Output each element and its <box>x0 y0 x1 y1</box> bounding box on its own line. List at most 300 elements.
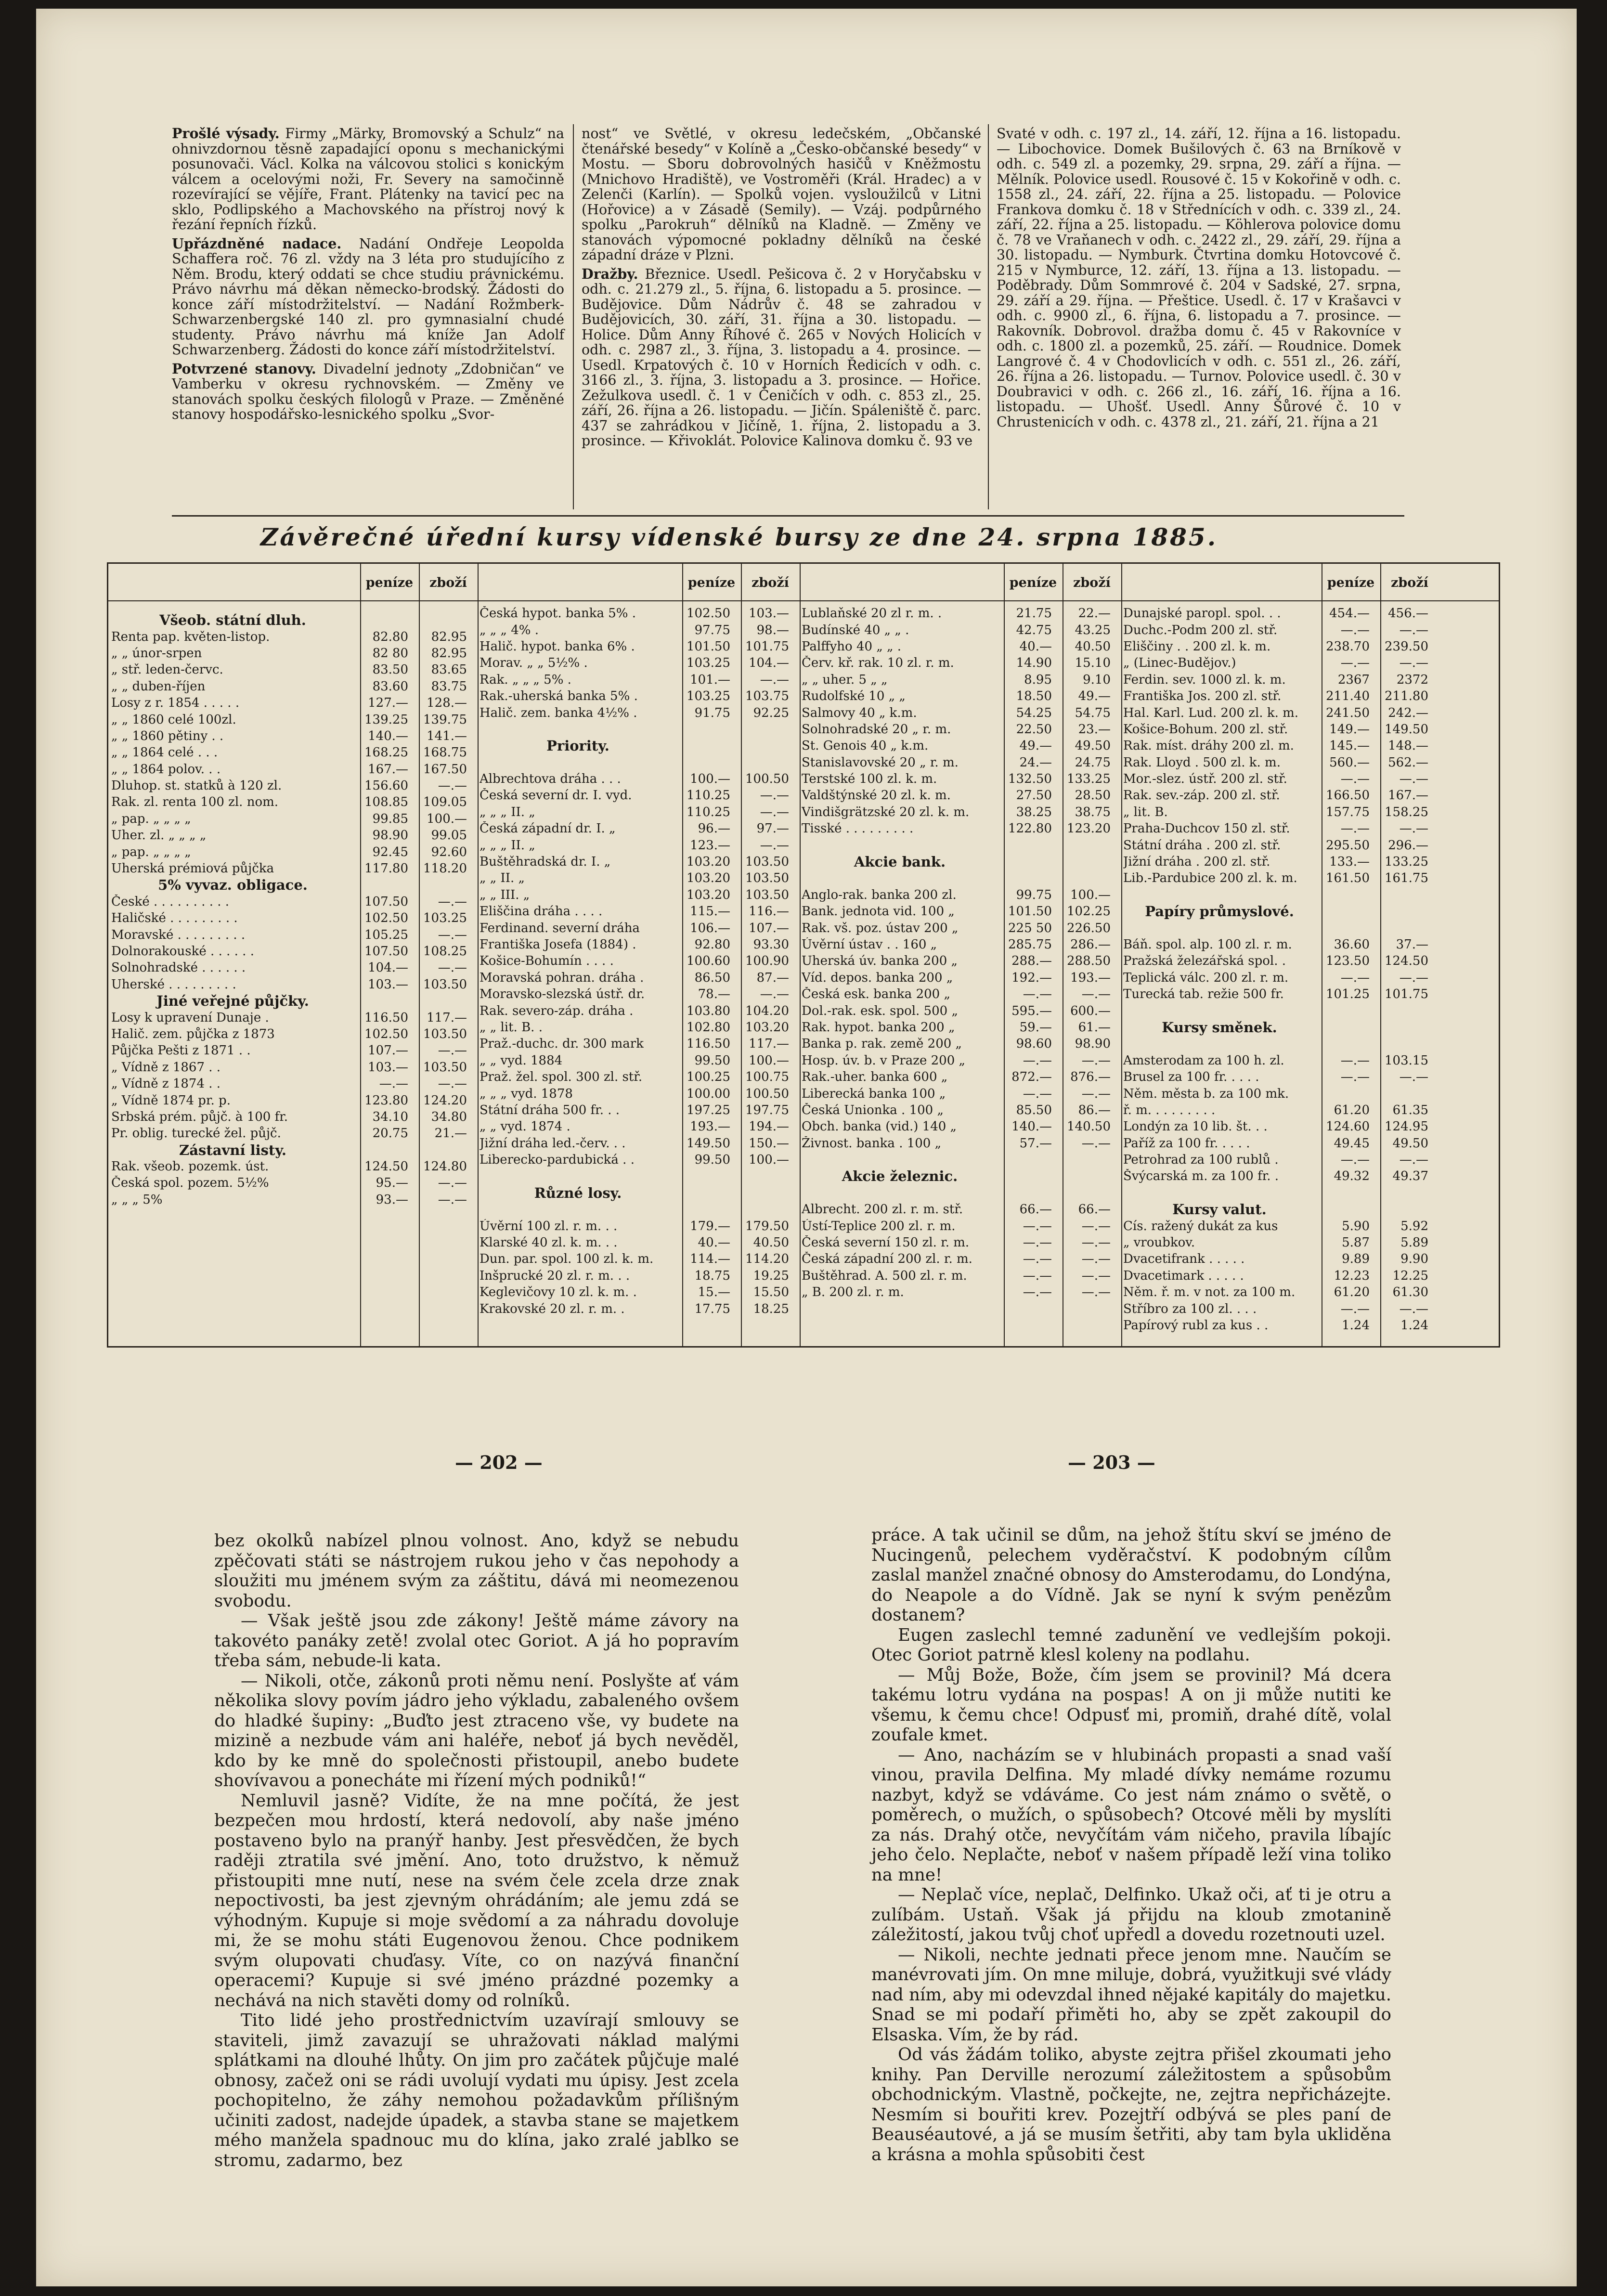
price-goods: 21.— <box>434 1126 467 1141</box>
price-money: 106.— <box>690 921 730 935</box>
notices-column-1 <box>172 126 564 426</box>
quote-row <box>802 936 1114 953</box>
security-name: Eliščina dráha . . . . <box>480 904 603 919</box>
price-goods: 123.20 <box>1067 821 1111 836</box>
security-name: Státní dráha . 200 zl. stř. <box>1123 838 1281 853</box>
price-goods: 101.75 <box>1385 987 1428 1002</box>
price-money: 12.23 <box>1334 1268 1370 1283</box>
price-money: 454.— <box>1329 606 1370 621</box>
price-money: 560.— <box>1329 755 1370 770</box>
price-goods: 49.50 <box>1075 739 1111 753</box>
quote-row <box>802 638 1114 655</box>
price-money: —.— <box>1023 1285 1052 1300</box>
price-goods: 103.75 <box>745 689 789 704</box>
quote-row <box>1123 1317 1431 1334</box>
price-goods: 193.— <box>1070 970 1111 985</box>
price-goods: 54.75 <box>1075 705 1111 720</box>
quote-row <box>111 926 470 943</box>
quote-row <box>111 811 470 827</box>
price-goods: —.— <box>438 1192 467 1207</box>
security-name: Rak. sev.-záp. 200 zl. stř. <box>1123 788 1280 803</box>
price-money: —.— <box>379 1077 408 1091</box>
price-goods: —.— <box>1081 1268 1111 1283</box>
quote-row <box>1123 1135 1431 1152</box>
security-name: Rak. všeob. pozemk. úst. <box>111 1159 269 1174</box>
security-name: Ferdin. sev. 1000 zl. k. m. <box>1123 672 1286 687</box>
price-goods: 103.50 <box>745 855 789 869</box>
price-money: 139.25 <box>364 712 408 727</box>
price-money: 132.50 <box>1008 772 1052 787</box>
quote-row <box>802 1052 1114 1069</box>
price-money: 14.90 <box>1016 656 1052 671</box>
security-name: Stříbro za 100 zl. . . . <box>1123 1301 1257 1316</box>
quote-row <box>480 688 792 704</box>
quote-row <box>802 903 1114 920</box>
price-goods: —.— <box>1081 1219 1111 1233</box>
price-money: 102.50 <box>364 911 408 926</box>
quote-row <box>802 672 1114 688</box>
price-money: 40.— <box>698 1235 730 1250</box>
quote-row <box>802 986 1114 1002</box>
price-goods: —.— <box>760 804 789 819</box>
quote-row <box>480 1251 792 1267</box>
price-money: 98.90 <box>372 828 408 843</box>
quote-row <box>1123 1218 1431 1234</box>
price-money: 157.75 <box>1326 804 1370 819</box>
security-name: Praha-Duchcov 150 zl. stř. <box>1123 821 1290 836</box>
quote-row <box>111 761 470 778</box>
security-name: Františka Josefa (1884) . <box>480 937 636 952</box>
price-money: 140.— <box>368 728 408 743</box>
price-goods: 43.25 <box>1075 623 1111 637</box>
price-money: 101.50 <box>1008 904 1052 919</box>
security-name: Košice-Bohum. 200 zl. stř. <box>1123 722 1288 737</box>
price-goods: 83.75 <box>431 679 467 694</box>
security-name: Palffyho 40 „ „ . <box>802 639 902 654</box>
quote-row <box>1123 1118 1431 1135</box>
security-name: Dolnorakouské . . . . . . <box>111 944 254 959</box>
security-name: Dluhop. st. statků à 120 zl. <box>111 778 282 793</box>
quote-row <box>111 1092 470 1108</box>
body-paragraph: — Však ještě jsou zde zákony! Ještě máme závory na takovéto panáky zetě! zvolal otec Goriot. A já ho popravím třeba sám, nebude-li kata. <box>214 1611 739 1671</box>
quote-row <box>111 960 470 976</box>
security-name: Buštěhradská dr. I. „ <box>480 855 611 869</box>
security-name: Banka p. rak. země 200 „ <box>802 1037 962 1051</box>
price-money: 103.— <box>368 977 408 992</box>
header-goods: zboží <box>1391 575 1428 590</box>
body-paragraph: Nemluvil jasně? Vidíte, že na mne počítá, že jest bezpečen mou hrdostí, která nedovolí, aby naše jméno postaveno bylo na pranýř hanby. Jest přesvědčen, že bych raději ztratila své jmění. Ano, toto družstvo, k němuž přistoupiti mne nutí, nese na svém čele zcela drze znak nepoctivosti, ba jest zjevným ohrádáním; ale jemu zdá se výhodným. Kupuje si moje svědomí a za náhradu dovoluje mi, že se mohu státi Eugenovou ženou. Chce podnikem svým olupovati chuďasy. Víte, co on nazývá finanční operacemi? Kupuje si své jméno prázdné pozemky a nechává na nich stavěti domy od rolníků. <box>214 1790 739 2011</box>
quote-row <box>802 1019 1114 1036</box>
price-goods: 124.80 <box>423 1159 467 1174</box>
price-money: 91.75 <box>694 705 730 720</box>
price-money: 225 50 <box>1008 921 1052 935</box>
price-goods: 5.89 <box>1400 1235 1428 1250</box>
security-name: Praž. žel. spol. 300 zl. stř. <box>480 1070 643 1085</box>
quote-row <box>1123 738 1431 754</box>
security-name: Státní dráha 500 fr. . . <box>480 1103 620 1117</box>
body-paragraph: — Nikoli, otče, zákonů proti němu není. Poslyšte ať vám několika slovy povím jádro jeho výkladu, zabaleného ovšem do hladké šupiny: „Buďto jest ztraceno vše, vy budete na mizině a nezbude vám ani haléře, neboť já bych nevěděl, kdo by ke mně do společnosti přistoupil, anebo budete shovívavou a ponecháte mi řízení mých podniků!“ <box>214 1671 739 1790</box>
price-money: 99.50 <box>694 1053 730 1068</box>
security-name: Halič. zem. banka 4⅟₂% . <box>480 705 637 720</box>
header-money: peníze <box>1327 575 1375 590</box>
quote-row <box>111 678 470 695</box>
price-goods: 150.— <box>749 1136 789 1151</box>
quote-row <box>1123 1284 1431 1300</box>
price-goods: 562.— <box>1388 755 1428 770</box>
price-money: —.— <box>1023 1268 1052 1283</box>
security-name: Františka Jos. 200 zl. stř. <box>1123 689 1282 704</box>
security-name: Losy z r. 1854 . . . . . <box>111 696 240 711</box>
quote-row <box>1123 1168 1431 1184</box>
security-name: Moravská pohran. dráha . <box>480 970 644 985</box>
quote-row <box>111 1109 470 1125</box>
quote-row <box>480 887 792 903</box>
security-name: Něm. města b. za 100 mk. <box>1123 1086 1289 1101</box>
price-goods: 9.10 <box>1083 672 1111 687</box>
price-money: 107.— <box>368 1043 408 1058</box>
quote-row <box>111 827 470 843</box>
quote-row <box>480 953 792 969</box>
quote-row <box>480 854 792 870</box>
security-name: Inšprucké 20 zl. r. m. . . <box>480 1268 630 1283</box>
price-money: 211.40 <box>1326 689 1370 704</box>
body-paragraph: — Ano, nacházím se v hlubinách propasti a snad vaší vinou, pravila Delfina. My mladé dívky nemáme rozumu nazbyt, když se vdáváme. Co jest nám známo o světě, o poměrech, o mužích, o spůsobech? Otcové měli by myslíti za nás. Drahý otče, nevyčítám vám ničeho, pravila líbajíc jeho čelo. Neplačte, neboť v našem případě leží vina toliko na mne! <box>871 1745 1391 1885</box>
price-goods: —.— <box>760 672 789 687</box>
price-goods: 87.— <box>756 970 789 985</box>
security-name: Uherské . . . . . . . . . <box>111 977 236 992</box>
security-name: Úvěrní ústav . . 160 „ <box>802 937 937 952</box>
security-name: Albrechtova dráha . . . <box>480 772 621 787</box>
quote-row <box>802 738 1114 754</box>
price-goods: 98.90 <box>1075 1037 1111 1051</box>
section-heading: Kursy směnek. <box>1162 1019 1277 1036</box>
security-name: Mor.-slez. ústř. 200 zl. stř. <box>1123 772 1287 787</box>
price-money: 102.50 <box>364 1026 408 1041</box>
price-goods: 226.50 <box>1067 921 1111 935</box>
security-name: Liberecko-pardubická . . <box>480 1153 635 1167</box>
quote-row <box>802 622 1114 638</box>
price-goods: 93.30 <box>753 937 789 952</box>
security-name: Dvacetifrank . . . . . <box>1123 1252 1245 1267</box>
security-name: Moravské . . . . . . . . . <box>111 927 246 942</box>
quote-row <box>1123 970 1431 986</box>
quote-row <box>1123 1268 1431 1284</box>
quote-row <box>111 1175 470 1191</box>
security-name: „ „ uher. 5 „ „ <box>802 672 888 687</box>
price-money: 97.75 <box>694 623 730 637</box>
price-money: 18.75 <box>694 1268 730 1283</box>
quote-row <box>1123 787 1431 804</box>
price-money: 108.85 <box>364 795 408 810</box>
price-goods: 104.20 <box>745 1003 789 1018</box>
security-name: Česká západní dr. I. „ <box>480 821 616 836</box>
price-goods: 167.— <box>1388 788 1428 803</box>
price-money: 49.32 <box>1334 1169 1370 1184</box>
price-money: 66.— <box>1019 1202 1052 1217</box>
price-money: 99.50 <box>694 1153 730 1167</box>
price-goods: —.— <box>1399 821 1428 836</box>
quote-row <box>480 1268 792 1284</box>
quote-row <box>480 605 792 622</box>
price-money: 15.— <box>698 1285 730 1300</box>
price-money: 40.— <box>1019 639 1052 654</box>
quote-row <box>1123 1251 1431 1267</box>
security-name: Keglevičovy 10 zl. k. m. . <box>480 1285 637 1300</box>
quote-row <box>1123 870 1431 886</box>
price-money: 133.— <box>1329 855 1370 869</box>
quote-row <box>111 943 470 960</box>
quote-row <box>111 843 470 860</box>
security-name: „ „ 1860 celé 100zl. <box>111 712 236 727</box>
price-goods: 124.20 <box>423 1093 467 1108</box>
section-heading: 5% vyvaz. obligace. <box>158 877 308 894</box>
notice-auctions: Dražby. Březnice. Usedl. Pešicova č. 2 v Horyčabsku v odh. c. 21.279 zl., 5. října, 6. listopadu a 5. prosince. — Budějovice. Dům Nádrův č. 48 se zahradou v Budějovicích, 30. září, 31. října a 30. listopadu. — Holice. Dům Anny Říhové č. 265 v Nových Holicích v odh. c. 2987 zl., 3. října, 3. listopadu a 4. prosince. — Usedl. Krpatových č. 10 v Horních Ředicích v odh. c. 3166 zl., 3. října, 3. listopadu a 3. prosince. — Hořice. Zežulkova usedl. č. 1 v Čeničích v odh. c. 853 zl., 25. září, 26. října a 26. listopadu. — Jičín. Spáleniště č. parc. 437 se zahrádkou v Jičíně, 1. října, 2. listopadu a 3. prosince. — Křivoklát. Polovice Kalinova domku č. 93 ve <box>582 265 981 449</box>
price-money: 167.— <box>368 762 408 777</box>
quote-row <box>1123 1300 1431 1317</box>
section-heading: Jiné veřejné půjčky. <box>156 993 309 1010</box>
price-goods: —.— <box>438 894 467 909</box>
price-goods: 103.50 <box>745 871 789 886</box>
security-name: Renta pap. květen-listop. <box>111 629 270 644</box>
exchange-title: Závěrečné úřední kursy vídenské bursy ze dne 24. srpna 1885. <box>260 523 1218 551</box>
price-money: 102.50 <box>687 606 730 621</box>
security-name: Losy k upravení Dunaje . <box>111 1010 269 1025</box>
price-goods: 18.25 <box>753 1301 789 1316</box>
price-money: —.— <box>1340 970 1370 985</box>
table-rule <box>800 564 801 1346</box>
security-name: Morav. „ „ 5⅟₂% . <box>480 656 588 671</box>
price-goods: 61.35 <box>1392 1103 1428 1117</box>
price-money: 123.80 <box>364 1093 408 1108</box>
quote-row <box>480 1069 792 1085</box>
security-name: Rak.-uherská banka 5% . <box>480 689 638 704</box>
price-money: 92.45 <box>372 844 408 859</box>
quote-row <box>1123 1085 1431 1102</box>
price-goods: 124.95 <box>1385 1119 1428 1134</box>
security-name: Česká Unionka . 100 „ <box>802 1103 944 1117</box>
price-goods: 1.24 <box>1400 1318 1428 1333</box>
quote-row <box>802 870 1114 886</box>
price-goods: —.— <box>1399 656 1428 671</box>
price-money: 104.— <box>368 960 408 975</box>
price-money: 95.— <box>376 1176 408 1191</box>
quote-row <box>1123 704 1431 721</box>
body-paragraph: — Nikoli, nechte jednati přece jenom mne. Naučím se manévrovati jím. On mne miluje, dobrá, využitkuji své vlády nad ním, aby mi odevzdal ihned nějaké kapitály do majetku. Snad se mi podaří přiměti ho, aby se zpět zakoupil do Elsaska. Vím, že by rád. <box>871 1945 1391 2045</box>
security-name: Eliščiny . . 200 zl. k. m. <box>1123 639 1271 654</box>
quote-row <box>1123 953 1431 969</box>
quote-row <box>1123 854 1431 870</box>
price-money: 78.— <box>698 987 730 1002</box>
price-goods: —.— <box>438 960 467 975</box>
price-goods: 158.25 <box>1385 804 1428 819</box>
notices-column-3 <box>997 126 1401 433</box>
price-goods: 148.— <box>1388 739 1428 753</box>
price-goods: 22.— <box>1078 606 1111 621</box>
section-heading: Kursy valut. <box>1172 1201 1267 1218</box>
quote-row <box>480 1168 792 1184</box>
quote-row <box>802 970 1114 986</box>
price-money: 238.70 <box>1326 639 1370 654</box>
quote-row <box>480 622 792 638</box>
price-money: 123.50 <box>1326 954 1370 969</box>
quote-row <box>1123 754 1431 771</box>
price-goods: 211.80 <box>1385 689 1428 704</box>
security-name: „ „ vyd. 1874 . <box>480 1119 570 1134</box>
price-goods: 116.— <box>749 904 789 919</box>
price-goods: 128.— <box>427 696 467 711</box>
quote-row <box>480 920 792 936</box>
price-goods: —.— <box>1399 623 1428 637</box>
quotes-section-3 <box>802 605 1114 1300</box>
quotes-section-1 <box>111 612 470 1208</box>
quote-row <box>111 1192 470 1208</box>
price-money: 107.50 <box>364 894 408 909</box>
price-goods: 108.25 <box>423 944 467 959</box>
quote-row <box>480 1234 792 1251</box>
quote-row <box>1123 688 1431 704</box>
quote-row <box>802 820 1114 837</box>
price-goods: 107.— <box>749 921 789 935</box>
quote-row <box>1123 804 1431 820</box>
price-money: 140.— <box>1011 1119 1052 1134</box>
quote-row <box>802 688 1114 704</box>
price-money: 149.50 <box>687 1136 730 1151</box>
quote-row <box>480 655 792 671</box>
quote-row <box>480 1218 792 1234</box>
security-name: Liberecká banka 100 „ <box>802 1086 946 1101</box>
quote-row <box>480 638 792 655</box>
security-name: Uherská prémiová půjčka <box>111 861 274 876</box>
price-goods: —.— <box>1081 1086 1111 1101</box>
security-name: „ „ 1864 polov. . . <box>111 762 221 777</box>
price-money: —.— <box>1340 656 1370 671</box>
quote-row <box>1123 1185 1431 1201</box>
body-paragraph: práce. A tak učinil se dům, na jehož štítu skví se jméno de Nucingenů, pelechem vyděračství. K podobným cílům zaslal manžel značné obnosy do Amsterodamu, do Londýna, do Neapole a do Vídně. Jak se nyní k svým penězům dostanem? <box>871 1525 1391 1625</box>
quote-row <box>802 1234 1114 1251</box>
quotes-section-2 <box>480 605 792 1317</box>
header-goods: zboží <box>752 575 789 590</box>
price-money: 100.60 <box>687 954 730 969</box>
security-name: Valdštýnské 20 zl. k. m. <box>802 788 951 803</box>
security-name: „ „ 1864 celé . . . <box>111 745 218 760</box>
security-name: Hal. Karl. Lud. 200 zl. k. m. <box>1123 705 1299 720</box>
price-goods: 37.— <box>1396 937 1428 952</box>
price-money: 82 80 <box>372 646 408 661</box>
security-name: Klarské 40 zl. k. m. . . <box>480 1235 618 1250</box>
price-money: 161.50 <box>1326 871 1370 886</box>
price-money: 93.— <box>376 1192 408 1207</box>
notice-granted-privileges: Prošlé výsady. Firmy „Märky, Bromovský a Schulz“ na ohnivzdornou těsně zapadající oponu s mechanickými posunovači. Václ. Kolka na válcovou stolici s konickým válcem a ocelovými noži, Fr. Severy na samočinně rozevírající se vějíře, Frant. Plátenky na tavicí pec na sklo, Podlipského a Machovského na přístroj nový k řezání řepních řízků. <box>172 125 564 233</box>
body-paragraph: Tito lidé jeho prostřednictvím uzavírají smlouvy se staviteli, jimž zavazují se uhražovati náklad malými splátkami na dlouhé lhůty. On jim pro začátek půjčuje malé obnosy, začež oni se rádi uvolují vydati mu úpisy. Jest zcela pochopitelno, že záhy nemohou požadavkům přílišným učiniti zadost, nadejde úpadek, a stavba stane se majetkem mého manžela spadnouc mu do klína, jako zralé jablko se stromu, zadarmo, bez <box>214 2011 739 2170</box>
price-goods: 133.25 <box>1067 772 1111 787</box>
price-money: 103.20 <box>687 887 730 902</box>
quote-row <box>802 1069 1114 1085</box>
quote-row <box>802 605 1114 622</box>
header-money: peníze <box>687 575 736 590</box>
security-name: „ „ únor-srpen <box>111 646 202 661</box>
price-money: —.— <box>1023 1219 1052 1233</box>
price-money: 92.80 <box>694 937 730 952</box>
price-goods: 15.10 <box>1075 656 1111 671</box>
price-goods: 124.50 <box>1385 954 1428 969</box>
price-money: 38.25 <box>1016 804 1052 819</box>
security-name: Ferdinand. severní dráha <box>480 921 640 935</box>
price-goods: 40.50 <box>1075 639 1111 654</box>
quote-row <box>480 1152 792 1168</box>
security-name: „ stř. leden-červc. <box>111 662 223 677</box>
security-name: Rak. míst. dráhy 200 zl. m. <box>1123 739 1294 753</box>
price-money: 99.85 <box>372 811 408 826</box>
price-goods: 600.— <box>1070 1003 1111 1018</box>
price-goods: 167.50 <box>423 762 467 777</box>
body-paragraph: — Můj Bože, Bože, čím jsem se provinil? Má dcera takému lotru vydána na pospas! A on ji může nutiti ke všemu, k čemu chce! Odpusť mi, promiň, drahé dítě, volal zoufale kmet. <box>871 1665 1391 1745</box>
quote-row <box>111 1076 470 1092</box>
price-money: 103.— <box>368 1060 408 1075</box>
price-goods: 103.25 <box>423 911 467 926</box>
price-money: 83.50 <box>372 662 408 677</box>
security-name: Haličské . . . . . . . . . <box>111 911 238 926</box>
security-name: Víd. depos. banka 200 „ <box>802 970 953 985</box>
quote-row <box>1123 1036 1431 1052</box>
price-money: 295.50 <box>1326 838 1370 853</box>
price-goods: 239.50 <box>1385 639 1428 654</box>
price-money: 100.25 <box>687 1070 730 1085</box>
price-goods: 49.— <box>1078 689 1111 704</box>
price-goods: 28.50 <box>1075 788 1111 803</box>
quote-row <box>111 778 470 794</box>
security-name: Rak. vš. poz. ústav 200 „ <box>802 921 959 935</box>
price-goods: 117.— <box>427 1010 467 1025</box>
quote-row <box>802 1135 1114 1152</box>
price-money: 100.— <box>690 772 730 787</box>
price-goods: —.— <box>1081 987 1111 1002</box>
price-goods: —.— <box>1399 1153 1428 1167</box>
body-text-left <box>214 1531 739 2170</box>
quote-row <box>480 804 792 820</box>
security-name: „ „ III. „ <box>480 887 530 902</box>
section-heading: Akcie železnic. <box>842 1168 958 1185</box>
price-money: 145.— <box>1329 739 1370 753</box>
price-money: 101.50 <box>687 639 730 654</box>
quote-row <box>1123 1002 1431 1019</box>
quote-row <box>480 820 792 837</box>
price-money: 49.— <box>1019 739 1052 753</box>
price-money: —.— <box>1023 1053 1052 1068</box>
quote-row <box>480 1135 792 1152</box>
section-heading: Akcie bank. <box>854 854 946 870</box>
price-money: 117.80 <box>364 861 408 876</box>
price-goods: 140.50 <box>1067 1119 1111 1134</box>
price-goods: 49.37 <box>1392 1169 1428 1184</box>
price-goods: 100.— <box>427 811 467 826</box>
security-name: „ pap. „ „ „ „ <box>111 811 191 826</box>
price-goods: 100.— <box>749 1053 789 1068</box>
quote-row <box>480 787 792 804</box>
quote-row <box>111 1009 470 1025</box>
quote-row <box>802 1185 1114 1201</box>
price-goods: 168.75 <box>423 745 467 760</box>
price-goods: —.— <box>760 987 789 1002</box>
quote-row <box>480 1019 792 1036</box>
price-goods: 161.75 <box>1385 871 1428 886</box>
price-money: 61.20 <box>1334 1103 1370 1117</box>
price-goods: 19.25 <box>753 1268 789 1283</box>
price-money: 124.60 <box>1326 1119 1370 1134</box>
quote-row <box>802 1002 1114 1019</box>
security-name: Úvěrní 100 zl. r. m. . . <box>480 1219 618 1233</box>
security-name: Anglo-rak. banka 200 zl. <box>802 887 957 902</box>
security-name: „ Vídně z 1874 . . <box>111 1077 221 1091</box>
